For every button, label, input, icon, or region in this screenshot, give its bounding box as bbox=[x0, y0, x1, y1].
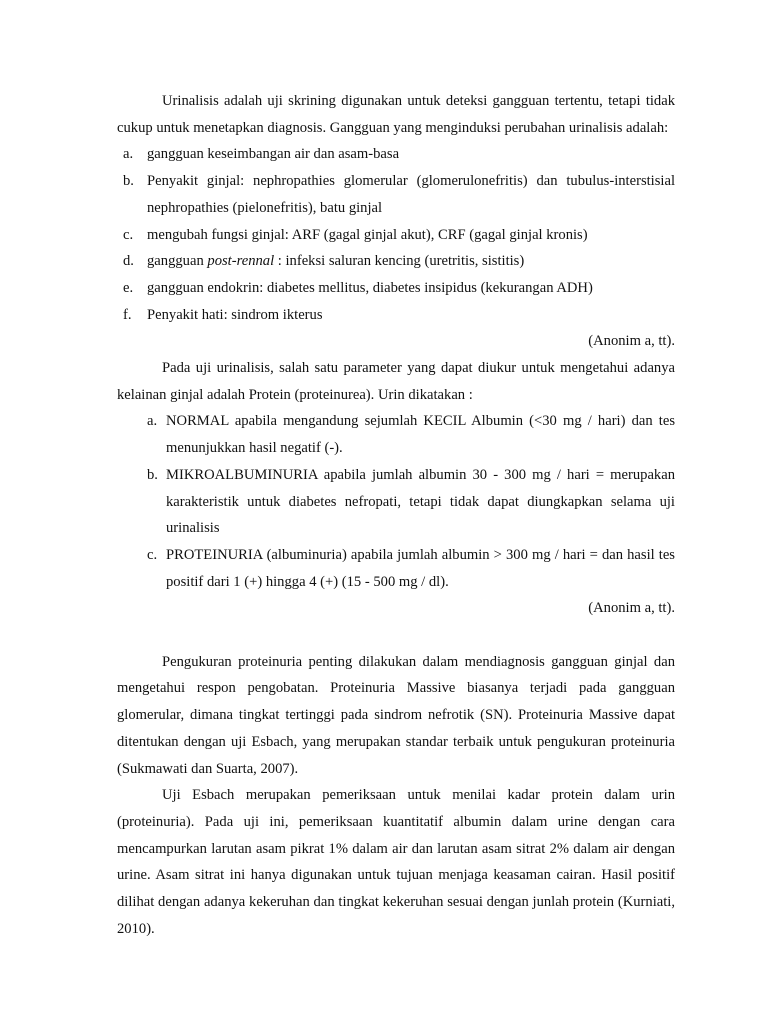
list-marker: c. bbox=[123, 226, 134, 243]
list-marker: b. bbox=[147, 466, 158, 483]
list-item-text: gangguan endokrin: diabetes mellitus, diabetes insipidus (kekurangan ADH) bbox=[147, 279, 593, 296]
list-marker: c. bbox=[147, 546, 158, 563]
list-item bbox=[117, 302, 675, 329]
list-item bbox=[117, 141, 675, 168]
list-item bbox=[117, 248, 675, 275]
list-item-text: Penyakit ginjal: nephropathies glomerular (glomerulonefritis) dan tubulus-interstisial nephropathies (pielonefritis), batu ginjal bbox=[147, 173, 675, 216]
paragraph-proteinuria: Pengukuran proteinuria penting dilakukan dalam mendiagnosis gangguan ginjal dan mengetahui respon pengobatan. Proteinuria Massive biasanya terjadi pada gangguan glomerular, dimana tingkat tertinggi pada sindrom nefrotik (SN). Proteinuria Massive dapat ditentukan dengan uji Esbach, yang merupakan standar terbaik untuk pengukuran proteinuria (Sukmawati dan Suarta, 2007). bbox=[117, 653, 675, 777]
list-item-text: mengubah fungsi ginjal: ARF (gagal ginjal akut), CRF (gagal ginjal kronis) bbox=[147, 226, 588, 243]
paragraph-urinalysis: Pada uji urinalisis, salah satu parameter yang dapat diukur untuk mengetahui adanya kelainan ginjal adalah Protein (proteinurea). Urin dikatakan : bbox=[117, 360, 675, 403]
list-item-text-post: : infeksi saluran kencing (uretritis, sistitis) bbox=[274, 253, 525, 270]
list-item-text: NORMAL apabila mengandung sejumlah KECIL Albumin (<30 mg / hari) dan tes menunjukkan hasil negatif (-). bbox=[166, 413, 675, 457]
list-marker: a. bbox=[147, 413, 158, 430]
paragraph-esbach: Uji Esbach merupakan pemeriksaan untuk menilai kadar protein dalam urin (proteinuria). Pada uji ini, pemeriksaan kuantitatif albumin dalam urine dengan cara mencampurkan larutan asam pikrat 1% dalam air dan larutan asam sitrat 2% dalam air dengan urine. Asam sitrat ini hanya digunakan untuk tujuan menjaga keasaman cairan. Hasil positif dilihat dengan adanya kekeruhan dan tingkat kekeruhan sesuai dengan junlah protein (Kurniati, 2010). bbox=[117, 787, 675, 937]
list-item-text: PROTEINURIA (albuminuria) apabila jumlah albumin > 300 mg / hari = dan hasil tes positif dari 1 (+) hingga 4 (+) (15 - 500 mg / dl). bbox=[166, 546, 675, 590]
citation: (Anonim a, tt). bbox=[588, 600, 675, 617]
list-marker: f. bbox=[123, 306, 132, 323]
spacer bbox=[117, 622, 675, 649]
list-item bbox=[147, 408, 675, 461]
list-item bbox=[117, 168, 675, 221]
list-item bbox=[117, 222, 675, 249]
protein-classification-list bbox=[117, 408, 675, 595]
list-item-text: Penyakit hati: sindrom ikterus bbox=[147, 306, 323, 323]
list-item-text-italic: post-rennal bbox=[207, 253, 275, 270]
list-marker: d. bbox=[123, 253, 134, 270]
list-marker: e. bbox=[123, 279, 134, 296]
list-item bbox=[147, 542, 675, 595]
list-marker: a. bbox=[123, 146, 134, 163]
citation: (Anonim a, tt). bbox=[588, 333, 675, 350]
disorder-list bbox=[117, 141, 675, 328]
list-item bbox=[147, 462, 675, 542]
paragraph-intro: Urinalisis adalah uji skrining digunakan untuk deteksi gangguan tertentu, tetapi tidak cukup untuk menetapkan diagnosis. Gangguan yang menginduksi perubahan urinalisis adalah: bbox=[117, 93, 675, 136]
document-page bbox=[117, 88, 675, 942]
list-item-text: gangguan keseimbangan air dan asam-basa bbox=[147, 146, 400, 163]
list-item-text-pre: gangguan bbox=[147, 253, 208, 270]
list-marker: b. bbox=[123, 173, 134, 190]
list-item bbox=[117, 275, 675, 302]
list-item-text: MIKROALBUMINURIA apabila jumlah albumin 30 - 300 mg / hari = merupakan karakteristik untuk diabetes nefropati, tetapi tidak dapat diungkapkan selama uji urinalisis bbox=[166, 466, 675, 537]
